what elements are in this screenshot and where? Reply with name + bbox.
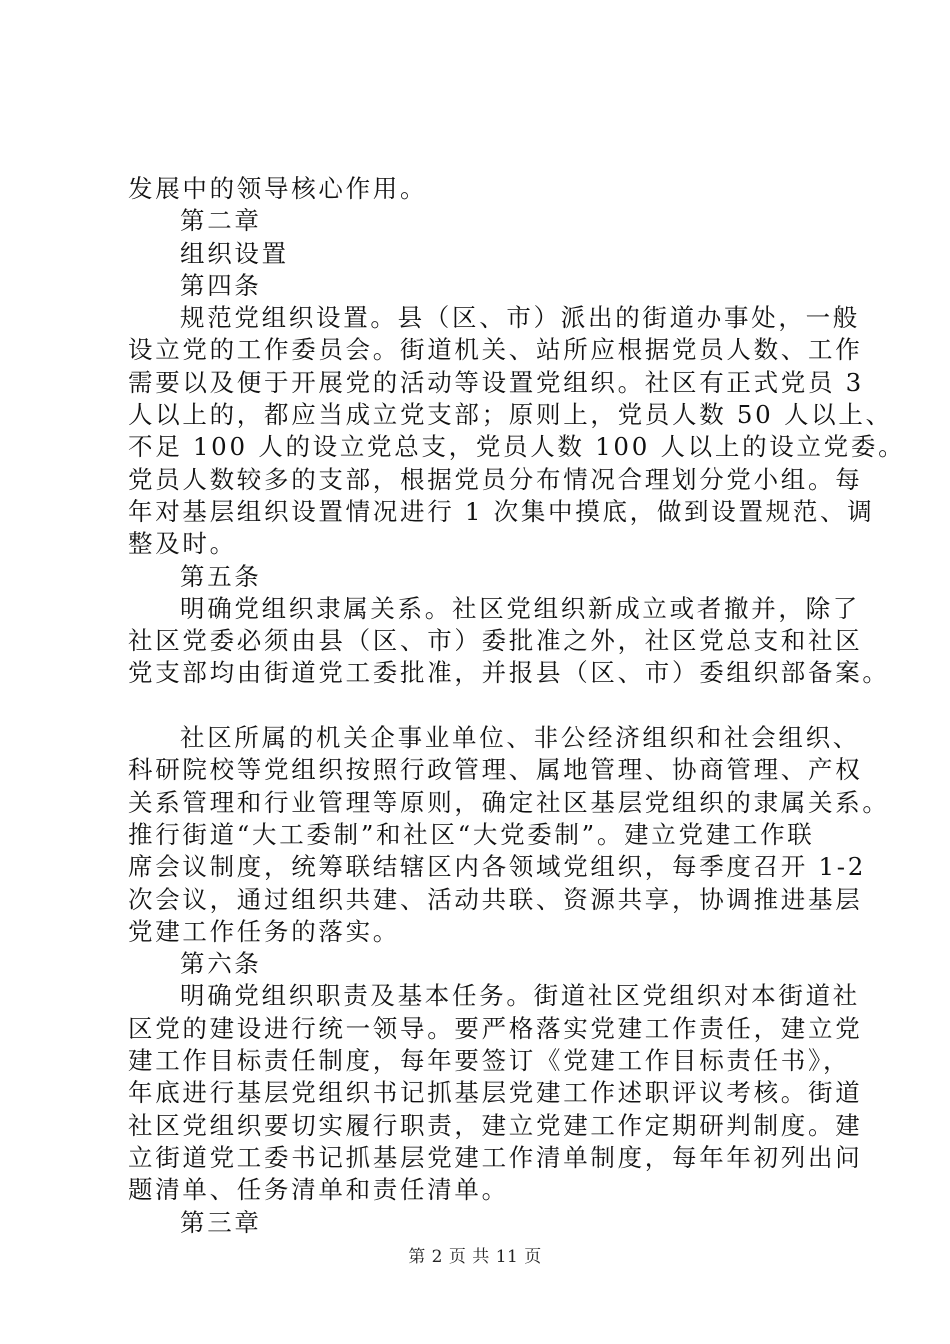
text-line: 人以上的，都应当成立党支部；原则上，党员人数 50 人以上、 — [128, 400, 893, 430]
text-line: 社区党组织要切实履行职责，建立党建工作定期研判制度。建 — [128, 1110, 863, 1140]
text-line: 次会议，通过组织共建、活动共联、资源共享，协调推进基层 — [128, 884, 863, 914]
page-footer — [0, 1242, 950, 1267]
page-number: 第 2 页 共 11 页 — [408, 1247, 542, 1267]
text-line: 立街道党工委书记抓基层党建工作清单制度，每年年初列出问 — [128, 1142, 863, 1172]
text-line: 推行街道“大工委制”和社区“大党委制”。建立党建工作联 — [128, 819, 815, 849]
text-line: 关系管理和行业管理等原则，确定社区基层党组织的隶属关系。 — [128, 787, 890, 817]
text-line: 发展中的领导核心作用。 — [128, 174, 428, 203]
text-line: 党员人数较多的支部，根据党员分布情况合理划分党小组。每 — [128, 464, 863, 494]
text-line: 明确党组织隶属关系。社区党组织新成立或者撤并，除了 — [180, 593, 860, 623]
text-line: 社区所属的机关企事业单位、非公经济组织和社会组织、 — [180, 723, 860, 753]
document-body — [128, 173, 906, 1239]
text-line: 第三章 — [180, 1207, 262, 1237]
text-line: 第五条 — [180, 561, 262, 591]
text-line: 不足 100 人的设立党总支，党员人数 100 人以上的设立党委。 — [128, 432, 906, 462]
text-line: 第六条 — [180, 949, 262, 979]
text-line: 需要以及便于开展党的活动等设置党组织。社区有正式党员 3 — [128, 367, 864, 397]
text-line: 席会议制度，统筹联结辖区内各领域党组织，每季度召开 1-2 — [128, 852, 867, 882]
text-line: 党建工作任务的落实。 — [128, 916, 400, 946]
text-line: 科研院校等党组织按照行政管理、属地管理、协商管理、产权 — [128, 755, 863, 785]
text-line: 规范党组织设置。县（区、市）派出的街道办事处，一般 — [180, 303, 860, 333]
text-line: 第四条 — [180, 270, 262, 300]
text-line: 党支部均由街道党工委批准，并报县（区、市）委组织部备案。 — [128, 658, 890, 688]
text-line: 第二章 — [180, 206, 262, 236]
blank-line — [128, 690, 833, 722]
text-line: 明确党组织职责及基本任务。街道社区党组织对本街道社 — [180, 981, 860, 1011]
text-line: 建工作目标责任制度，每年要签订《党建工作目标责任书》， — [128, 1046, 851, 1076]
text-line: 年底进行基层党组织书记抓基层党建工作述职评议考核。街道 — [128, 1078, 863, 1108]
text-line: 整及时。 — [128, 529, 237, 559]
text-line: 区党的建设进行统一领导。要严格落实党建工作责任，建立党 — [128, 1013, 863, 1043]
text-line: 设立党的工作委员会。街道机关、站所应根据党员人数、工作 — [128, 335, 863, 365]
text-line: 年对基层组织设置情况进行 1 次集中摸底，做到设置规范、调 — [128, 496, 875, 526]
text-line: 题清单、任务清单和责任清单。 — [128, 1175, 509, 1205]
text-line: 组织设置 — [180, 238, 289, 268]
text-line: 社区党委必须由县（区、市）委批准之外，社区党总支和社区 — [128, 626, 863, 656]
